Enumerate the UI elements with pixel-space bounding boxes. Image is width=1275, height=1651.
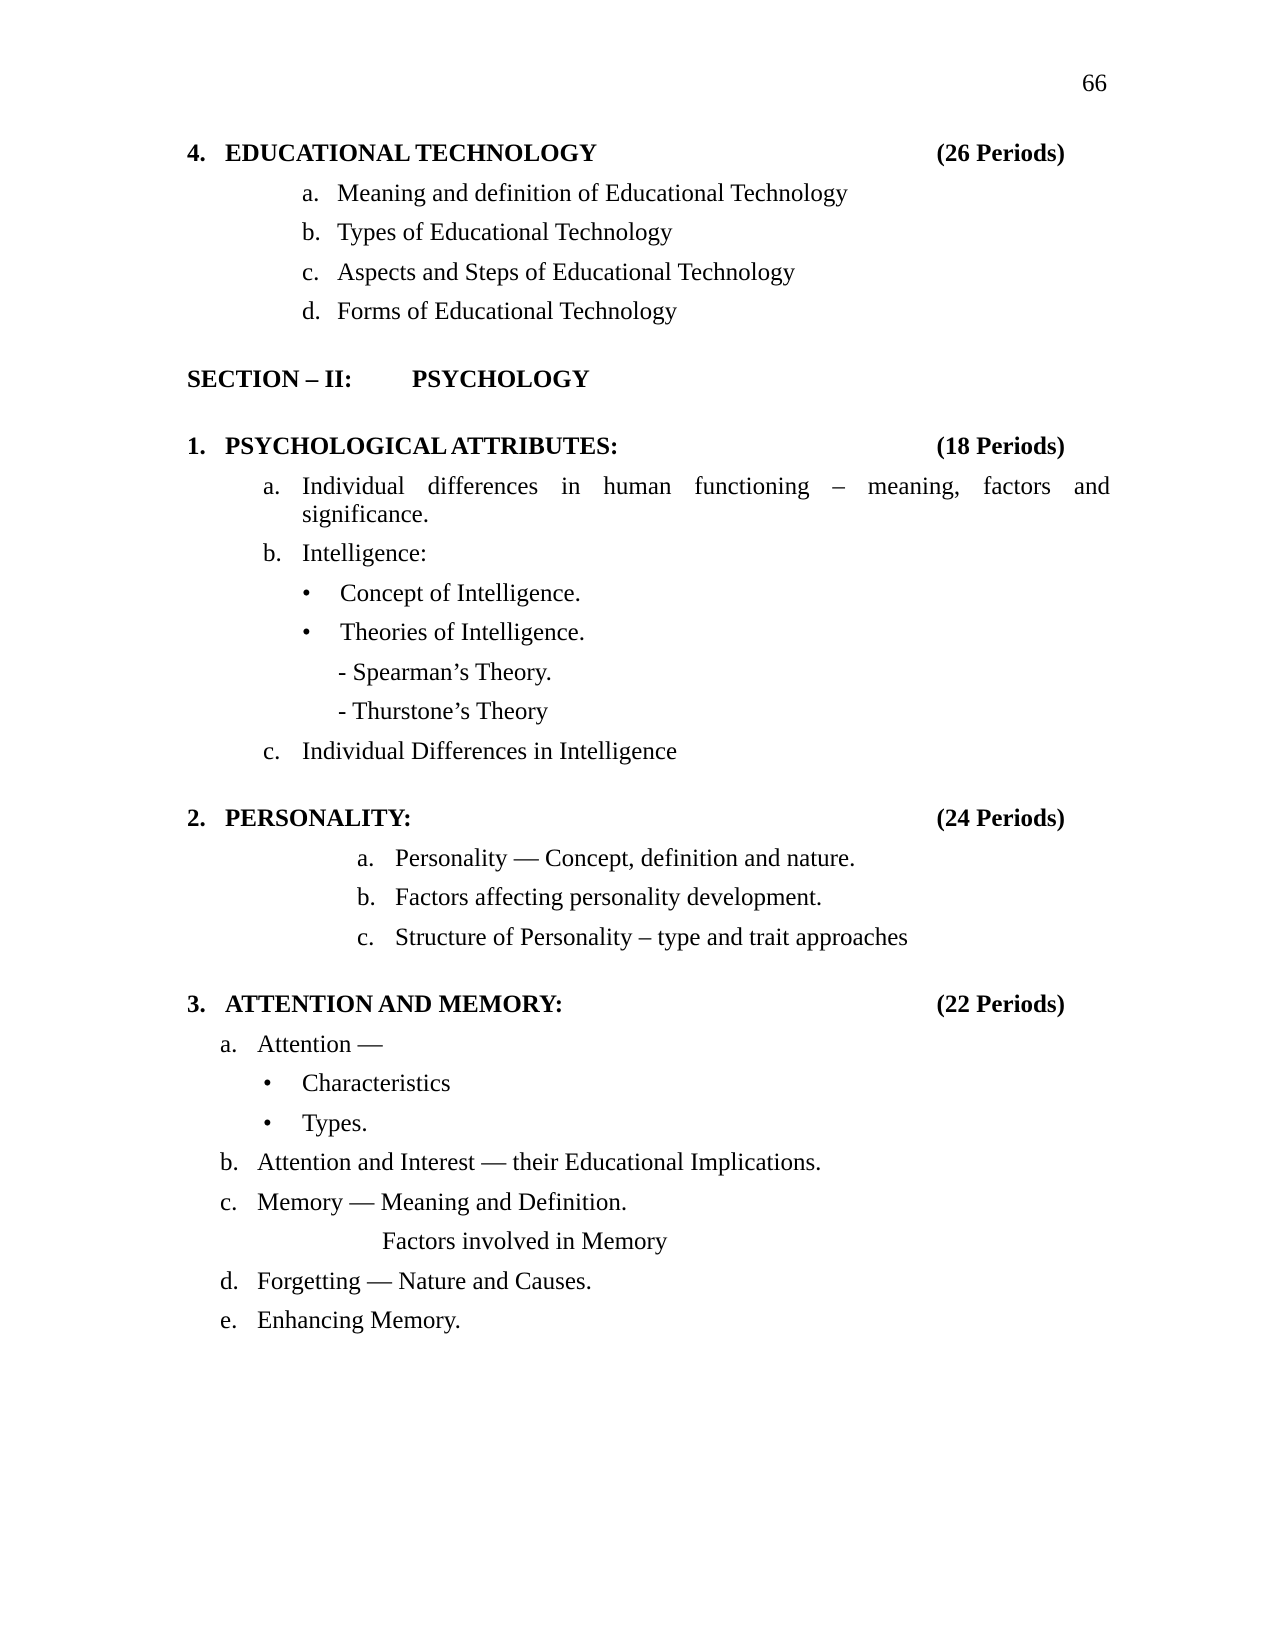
list-item	[0, 738, 1275, 766]
list-item	[0, 1268, 1275, 1296]
list-item	[0, 884, 1275, 912]
heading-number: 3.	[187, 991, 206, 1018]
list-item	[0, 1307, 1275, 1335]
heading-periods: (22 Periods)	[936, 991, 1065, 1018]
bullet-item	[0, 580, 1275, 608]
dash-item	[0, 698, 1275, 726]
item-text: Enhancing Memory.	[257, 1307, 461, 1334]
item-marker: a.	[263, 472, 281, 500]
continuation-line	[0, 1228, 1275, 1256]
item-text: - Thurstone’s Theory	[338, 698, 549, 725]
list-item	[0, 1031, 1275, 1059]
list-item	[0, 259, 1275, 287]
item-text: Types.	[302, 1109, 368, 1137]
item-marker: c.	[357, 923, 375, 951]
item-text: Forms of Educational Technology	[337, 298, 678, 325]
page-number: 66	[1082, 70, 1107, 97]
item-marker: b.	[357, 884, 376, 911]
item-marker: a.	[220, 1030, 238, 1058]
item-marker: b.	[302, 219, 321, 246]
item-text: Individual differences in human functioning – meaning, factors and significance.	[302, 472, 1110, 528]
item-text: Attention and Interest — their Educational Implications.	[257, 1149, 822, 1176]
item-text: Types of Educational Technology	[337, 219, 673, 246]
item-text: Characteristics	[302, 1070, 451, 1097]
bullet-marker: •	[263, 1070, 272, 1097]
section-heading-personality	[0, 805, 1275, 833]
item-text: Theories of Intelligence.	[340, 619, 586, 646]
heading-periods: (26 Periods)	[936, 140, 1065, 167]
list-item	[0, 924, 1275, 952]
item-text: Attention —	[257, 1030, 383, 1058]
section-heading-psych-attributes	[0, 433, 1275, 461]
item-text: Structure of Personality – type and trait approaches	[395, 923, 909, 951]
heading-number: 1.	[187, 433, 206, 460]
list-item	[0, 180, 1275, 208]
list-item	[0, 298, 1275, 326]
heading-periods: (18 Periods)	[936, 433, 1065, 460]
item-text: Memory — Meaning and Definition.	[257, 1188, 628, 1216]
heading-title: ATTENTION AND MEMORY:	[225, 991, 564, 1018]
bullet-marker: •	[302, 619, 311, 646]
item-marker: e.	[220, 1307, 238, 1334]
item-text: Aspects and Steps of Educational Technology	[337, 258, 796, 286]
list-item	[0, 473, 1275, 529]
section-heading-attention-memory	[0, 991, 1275, 1019]
item-marker: c.	[220, 1188, 238, 1216]
heading-number: 2.	[187, 805, 206, 832]
item-text: Factors affecting personality development.	[395, 884, 823, 911]
item-marker: b.	[263, 540, 282, 567]
part-header-title: PSYCHOLOGY	[412, 365, 590, 393]
bullet-marker: •	[302, 579, 311, 607]
list-item	[0, 845, 1275, 873]
item-marker: c.	[263, 737, 281, 765]
dash-item	[0, 659, 1275, 687]
section-heading-edtech	[0, 140, 1275, 168]
item-marker: d.	[302, 298, 321, 325]
list-item	[0, 219, 1275, 247]
bullet-item	[0, 1070, 1275, 1098]
item-text: Intelligence:	[302, 540, 427, 567]
item-marker: d.	[220, 1267, 239, 1295]
item-text: Concept of Intelligence.	[340, 579, 581, 607]
list-item	[0, 540, 1275, 568]
list-item	[0, 1149, 1275, 1177]
item-text: - Spearman’s Theory.	[338, 658, 552, 686]
item-text: Forgetting — Nature and Causes.	[257, 1267, 592, 1295]
part-header-label: SECTION – II:	[187, 365, 353, 393]
bullet-item	[0, 1110, 1275, 1138]
list-item	[0, 1189, 1275, 1217]
heading-title: PSYCHOLOGICAL ATTRIBUTES:	[225, 433, 619, 460]
item-text: Personality — Concept, definition and nature.	[395, 844, 856, 872]
bullet-item	[0, 619, 1275, 647]
item-marker: a.	[302, 179, 320, 207]
item-text: Factors involved in Memory	[382, 1228, 668, 1255]
item-text: Individual Differences in Intelligence	[302, 737, 678, 765]
bullet-marker: •	[263, 1109, 272, 1137]
heading-periods: (24 Periods)	[936, 805, 1065, 832]
heading-number: 4.	[187, 140, 206, 167]
item-text: Meaning and definition of Educational Technology	[337, 179, 848, 207]
heading-title: EDUCATIONAL TECHNOLOGY	[225, 140, 598, 167]
item-marker: b.	[220, 1149, 239, 1176]
item-marker: a.	[357, 844, 375, 872]
item-marker: c.	[302, 258, 320, 286]
part-header	[0, 366, 1275, 394]
heading-title: PERSONALITY:	[225, 805, 412, 832]
